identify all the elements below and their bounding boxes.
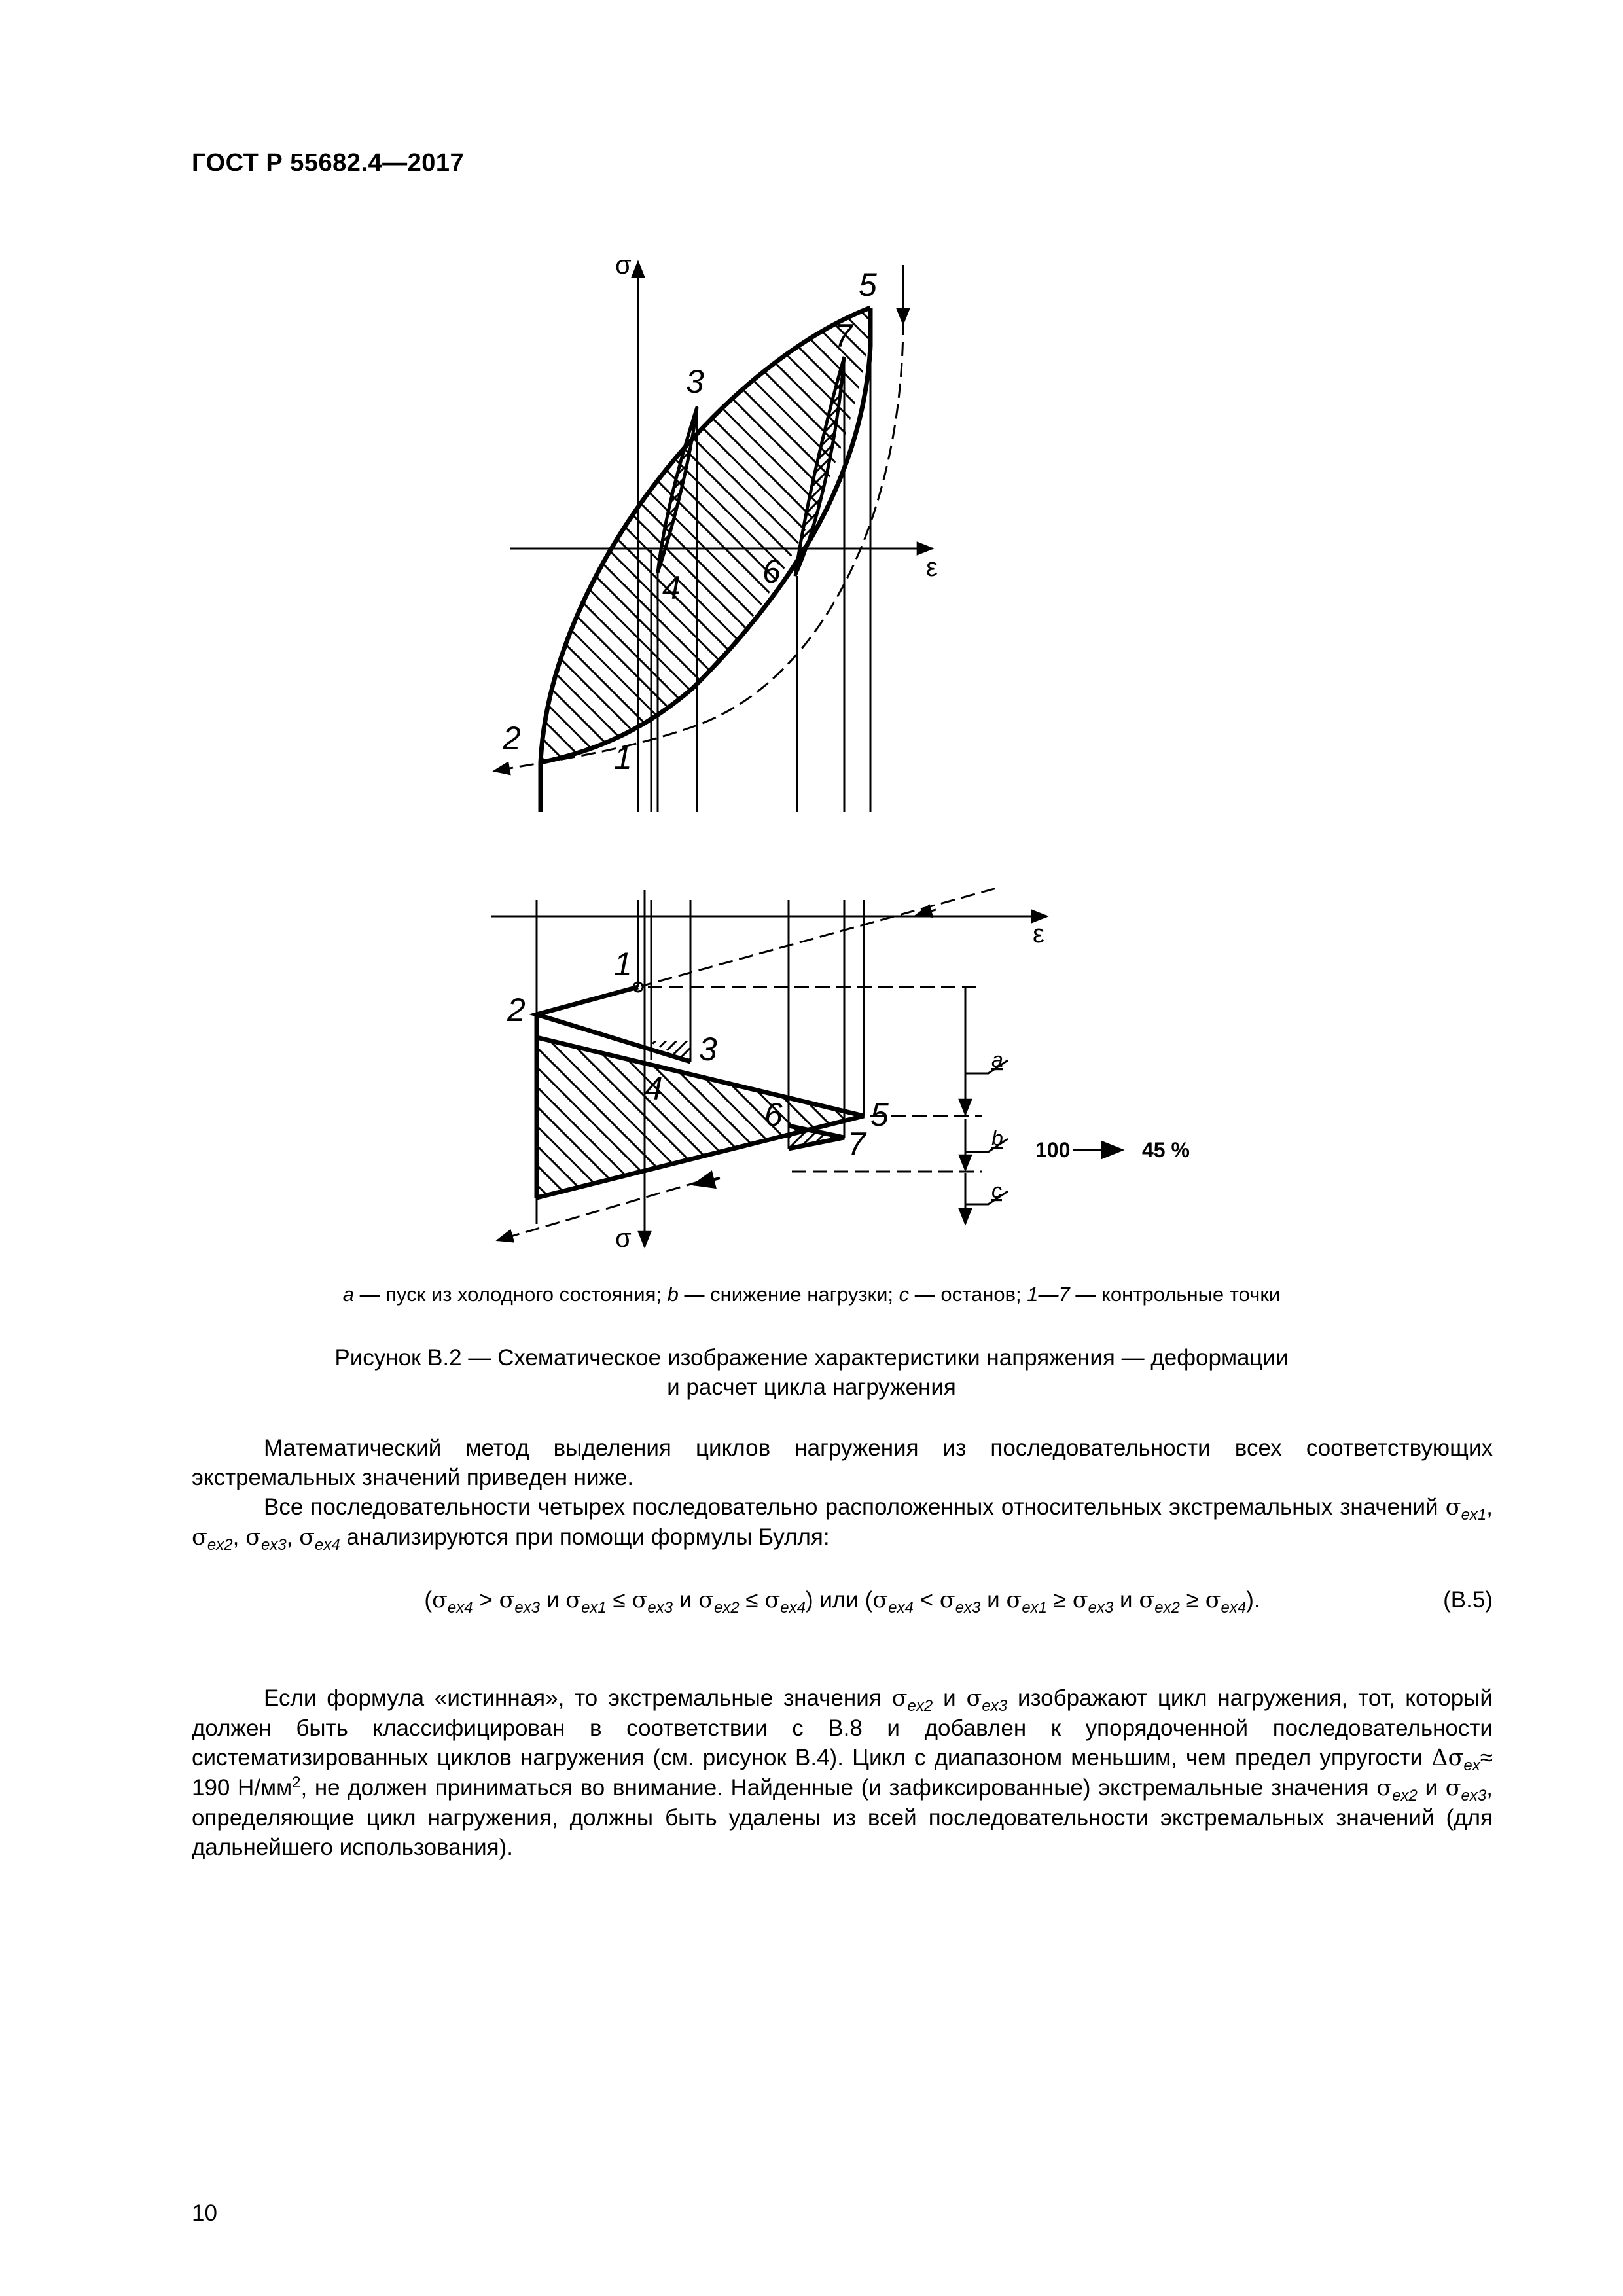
point-label-4-bottom: 4 (645, 1070, 663, 1107)
formula-expression: ($\sigma_{ex4} > \sigma_{ex3}$ и $\sigma_{ex1} \le \sigma_{ex3}$ и $\sigma_{ex2} \le \sigma_{ex4}$) или ($\sigma_{ex4} < \sigma_{ex3}$ и $\sigma_{ex1} \ge \sigma_{ex3}$ и $\sigma_{ex2} \ge \sigma_{ex4}$). (424, 1587, 1260, 1617)
percent-to-label: 45 % (1142, 1138, 1190, 1162)
bottom-cycle-diagram (491, 887, 1190, 1253)
point-label-5-bottom: 5 (870, 1096, 889, 1133)
point-label-7-top: 7 (834, 317, 853, 354)
point-label-3-top: 3 (686, 363, 704, 400)
point-label-2-bottom: 2 (507, 992, 526, 1028)
figure-legend: a — пуск из холодного состояния; b — снижение нагрузки; c — останов; 1—7 — контрольные точки (342, 1283, 1281, 1306)
interval-label-a: a (991, 1048, 1003, 1071)
caption-line-2: и расчет цикла нагружения (667, 1374, 956, 1400)
paragraph-2: Все последовательности четырех последовательно расположенных относительных экстремальных значений $\sigma_{ex1}$, $\sigma_{ex2}$, $\sigma_{ex3}$, $\sigma_{ex4}$ анализируются при помощи формулы Булля: (192, 1494, 1493, 1554)
point-label-5-top: 5 (859, 266, 877, 303)
point-label-4-top: 4 (662, 569, 681, 606)
body-paragraph-bottom (192, 1683, 1493, 1862)
top-epsilon-label: ε (926, 553, 938, 582)
interval-label-c: c (991, 1179, 1002, 1202)
percent-from-label: 100 (1035, 1138, 1071, 1162)
top-sigma-label: σ (615, 251, 632, 279)
paragraph-1: Математический метод выделения циклов нагружения из последовательности всех соответствующих экстремальных значений приведен ниже. (192, 1435, 1493, 1490)
document-header: ГОСТ Р 55682.4—2017 (192, 149, 465, 177)
bottom-epsilon-label: ε (1033, 920, 1044, 948)
point-label-2-top: 2 (503, 720, 521, 757)
bull-formula (192, 1587, 1493, 1617)
point-label-1-bottom: 1 (614, 946, 632, 982)
large-hysteresis-loop (541, 308, 870, 762)
formula-number: (В.5) (1443, 1587, 1493, 1613)
body-paragraphs-top (192, 1433, 1493, 1552)
caption-line-1: Рисунок В.2 — Схематическое изображение характеристики напряжения — деформации (334, 1345, 1289, 1371)
top-hysteresis-diagram (494, 251, 938, 812)
paragraph-3: Если формула «истинная», то экстремальные значения $\sigma_{ex2}$ и $\sigma_{ex3}$ изображают цикл нагружения, тот, который должен быть классифицирован в соответствии с В.8 и добавлен к упорядоченной последовательности систематизированных циклов нагружения (см. рисунок В.4). Цикл с диапазоном меньшим, чем предел упругости $\Delta\sigma_{ex}\approx 190$ $Н/мм^2$, не должен приниматься во внимание. Найденные (и зафиксированные) экстремальные значения $\sigma_{ex2}$ и $\sigma_{ex3}$, определяющие цикл нагружения, должны быть удалены из всей последовательности экстремальных значений (для дальнейшего использования). (192, 1685, 1493, 1860)
page-number: 10 (192, 2200, 217, 2226)
figure-caption (0, 1343, 1623, 1402)
point-label-1-top: 1 (614, 740, 632, 776)
interval-label-b: b (991, 1126, 1003, 1150)
point-label-6-top: 6 (762, 553, 781, 590)
point-label-3-bottom: 3 (699, 1031, 717, 1067)
point-label-6-bottom: 6 (764, 1096, 783, 1133)
point-label-7-bottom: 7 (847, 1126, 866, 1162)
bottom-sigma-label: σ (615, 1224, 632, 1253)
